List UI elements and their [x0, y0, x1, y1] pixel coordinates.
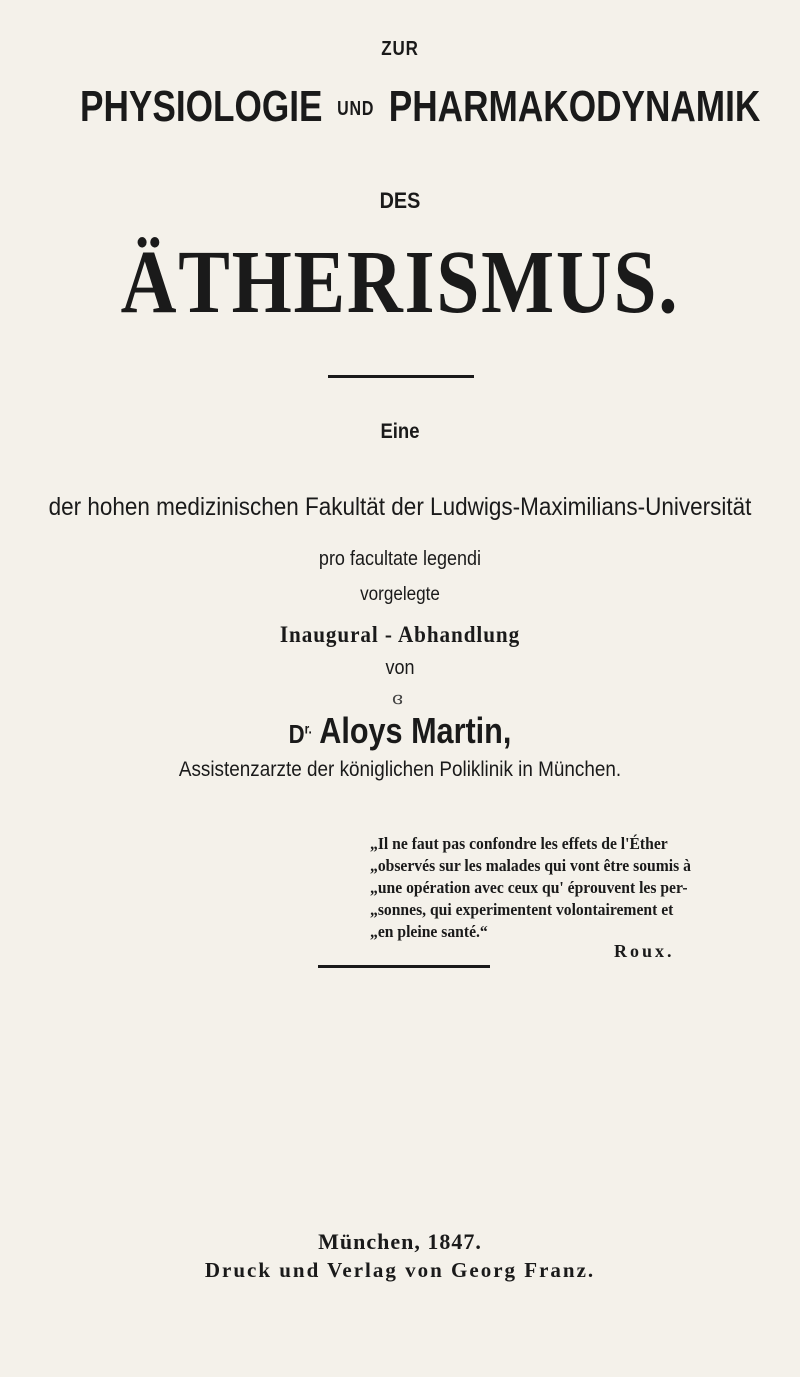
author-line	[60, 710, 740, 752]
epigraph	[370, 833, 780, 943]
flourish-ornament: ɞ	[392, 688, 404, 709]
faculty-line: der hohen medizinischen Fakultät der Ludwigs-Maximilians-Universität	[48, 493, 752, 521]
epigraph-line: „en pleine santé.“	[370, 922, 488, 941]
bottom-divider	[318, 965, 490, 968]
subject-title: ÄTHERISMUS.	[120, 233, 680, 332]
epigraph-line: „Il ne faut pas confondre les effets de l'Éther	[370, 834, 668, 853]
epigraph-line: „sonnes, qui experimentent volontairement et	[370, 900, 674, 919]
title-des: DES	[379, 188, 421, 213]
main-title	[80, 82, 761, 132]
title-prefix: ZUR	[381, 38, 419, 60]
main-title-right: PHARMAKODYNAMIK	[388, 82, 761, 131]
main-title-conjunction: UND	[337, 97, 375, 120]
imprint-printer: Druck und Verlag von Georg Franz.	[204, 1258, 596, 1282]
dissertation-type: Inaugural - Abhandlung	[279, 622, 521, 647]
epigraph-line: „une opération avec ceux qu' éprouvent les per-	[370, 878, 688, 897]
epigraph-attribution: Roux.	[614, 941, 675, 961]
author-title: $D^{r.}$	[288, 719, 312, 749]
eine-label: Eine	[380, 420, 420, 443]
main-title-left: PHYSIOLOGIE	[80, 82, 323, 131]
imprint-place-year: München, 1847.	[318, 1229, 482, 1254]
pro-facultate-line: pro facultate legendi	[318, 548, 482, 570]
author-position: Assistenzarzte der königlichen Poliklinik in München.	[178, 758, 622, 781]
author-name: Aloys Martin,	[319, 710, 512, 751]
vorgelegte-line: vorgelegte	[360, 584, 440, 605]
top-divider	[328, 375, 474, 378]
epigraph-line: „observés sur les malades qui vont être soumis à	[370, 856, 691, 875]
von-line: von	[385, 657, 415, 679]
